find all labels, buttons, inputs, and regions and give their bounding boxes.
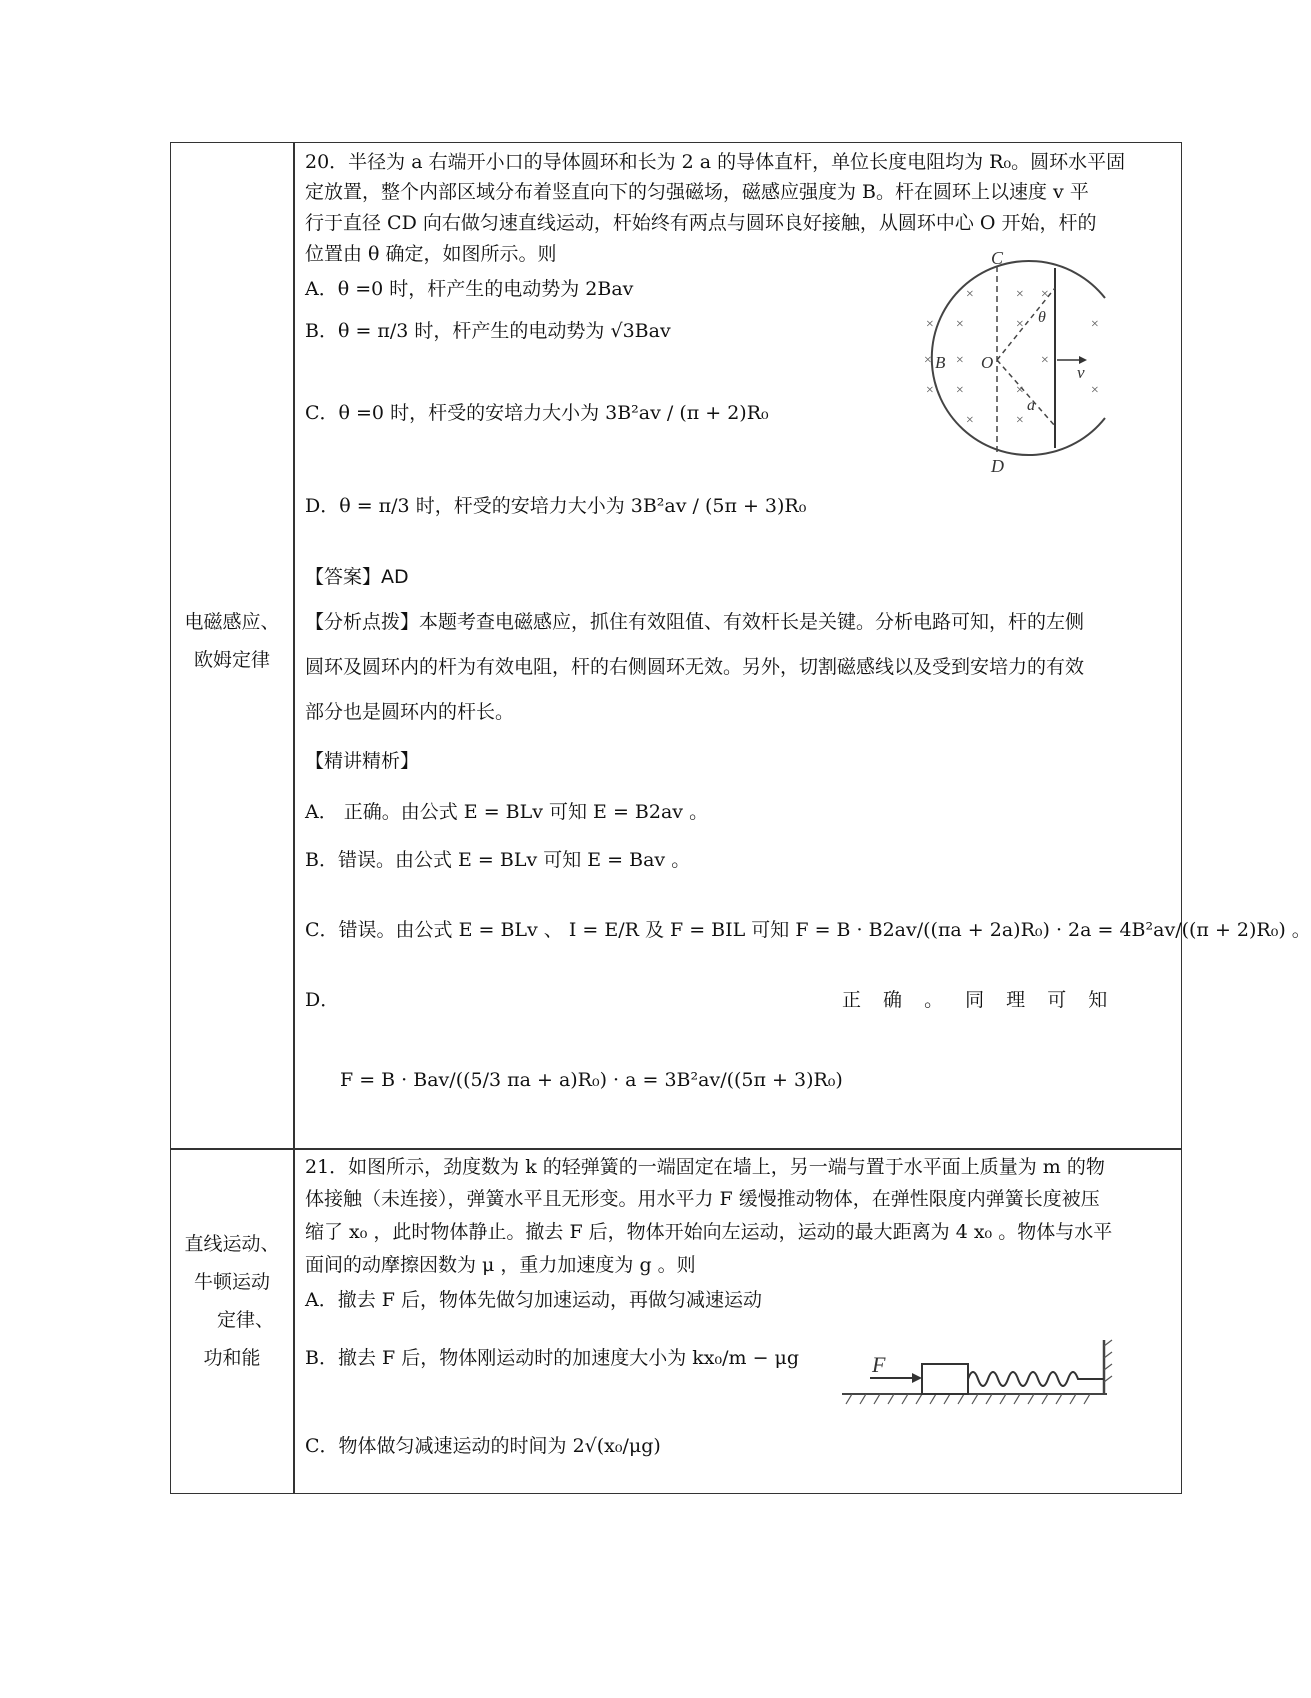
q20-option-c: C．θ =0 时，杆受的安培力大小为 3B²av / (π + 2)R₀ [305,402,769,424]
q20-analysis-line1 [305,609,1084,635]
svg-text:×: × [923,353,933,368]
q21-stem-line3: 缩了 x₀ ，此时物体静止。撤去 F 后，物体开始向左运动，运动的最大距离为 4 x₀ 。物体与水平 [305,1221,1113,1243]
svg-text:×: × [925,383,935,398]
svg-text:×: × [1090,317,1100,332]
q20-analysis-line3: 部分也是圆环内的杆长。 [305,701,515,723]
q20-detail-d-formula: F = B · Bav/((5/3 πa + a)R₀) · a = 3B²av/((5π + 3)R₀) [340,1069,843,1091]
column-divider [293,142,295,1494]
label-f: F [872,1352,886,1377]
q20-stem-line2: 定放置，整个内部区域分布着竖直向下的匀强磁场，磁感应强度为 B。杆在圆环上以速度 v 平 [305,181,1089,203]
svg-text:×: × [925,317,935,332]
q20-analysis-text1: 本题考查电磁感应，抓住有效阻值、有效杆长是关键。分析电路可知，杆的左侧 [419,611,1085,633]
q20-detail-d-tail: 正 确 。 同 理 可 知 [842,989,1108,1011]
category-q21-line2: 牛顿运动 [193,1271,270,1293]
q20-detail-d-head: D． [305,989,340,1011]
category-q21-line4: 功和能 [203,1347,261,1369]
q20-circle-figure [895,248,1145,478]
q20-stem-line3: 行于直径 CD 向右做匀速直线运动，杆始终有两点与圆环良好接触，从圆环中心 O 开始，杆的 [305,212,1097,234]
svg-text:×: × [1090,383,1100,398]
q20-stem-line1: 20．半径为 a 右端开小口的导体圆环和长为 2 a 的导体直杆，单位长度电阻均为 R₀。圆环水平固 [305,151,1126,173]
block [922,1364,968,1394]
radius-lower [997,360,1055,426]
category-q21 [172,1225,292,1377]
row-divider [170,1148,1182,1150]
label-d: D [991,456,1004,476]
svg-text:×: × [1015,287,1025,302]
svg-text:×: × [1040,287,1050,302]
category-q20-line2: 欧姆定律 [193,649,270,671]
q20-detail-c: C．错误。由公式 E = BLv 、 I = E/R 及 F = BIL 可知 F = B · B2av/((πa + 2a)R₀) · 2a = 4B²av/((π + 2)R₀) 。 [305,919,1311,941]
q20-detail-title: 【精讲精析】 [305,750,420,772]
q20-analysis-line2: 圆环及圆环内的杆为有效电阻，杆的右侧圆环无效。另外，切割磁感线以及受到安培力的有效 [305,656,1085,678]
q20-answer: 【答案】AD [305,566,409,588]
q21-stem-line1: 21．如图所示，劲度数为 k 的轻弹簧的一端固定在墙上，另一端与置于水平面上质量为 m 的物 [305,1156,1105,1178]
category-q21-line1: 直线运动、 [184,1233,280,1255]
ground-hatch [846,1394,1090,1404]
q20-option-d: D．θ = π/3 时，杆受的安培力大小为 3B²av / (5π + 3)R₀ [305,495,807,517]
svg-text:×: × [1015,317,1025,332]
q20-analysis-title: 【分析点拨】 [305,611,420,633]
q21-stem-line2: 体接触（未连接），弹簧水平且无形变。用水平力 F 缓慢推动物体，在弹性限度内弹簧长度被压 [305,1188,1100,1210]
svg-text:×: × [965,413,975,428]
q20-option-b: B．θ = π/3 时，杆产生的电动势为 √3Bav [305,320,671,342]
svg-text:×: × [955,383,965,398]
label-theta: θ [1038,309,1046,326]
svg-text:×: × [1015,383,1025,398]
category-q21-line3: 定律、 [216,1309,274,1331]
label-v: v [1077,363,1085,382]
label-o: O [981,353,994,372]
svg-text:×: × [955,317,965,332]
q21-stem-line4: 面间的动摩擦因数为 μ ，重力加速度为 g 。则 [305,1254,696,1276]
svg-text:×: × [955,353,965,368]
spring [968,1372,1104,1386]
svg-text:×: × [965,287,975,302]
category-q20-line1: 电磁感应、 [184,611,280,633]
q21-spring-figure [842,1332,1112,1422]
q20-stem-line4: 位置由 θ 确定，如图所示。则 [305,243,557,265]
label-c: C [991,248,1004,268]
q21-option-b: B．撤去 F 后，物体刚运动时的加速度大小为 kx₀/m − μg [305,1347,800,1369]
q20-detail-a: A． 正确。由公式 E = BLv 可知 E = B2av 。 [305,801,709,823]
q20-option-a: A．θ =0 时，杆产生的电动势为 2Bav [305,278,634,300]
svg-text:×: × [1015,413,1025,428]
label-a: a [1027,397,1035,414]
q20-detail-b: B．错误。由公式 E = BLv 可知 E = Bav 。 [305,849,691,871]
q21-option-a: A．撤去 F 后，物体先做匀加速运动，再做匀减速运动 [305,1289,762,1311]
label-b: B [935,353,946,372]
force-arrowhead [912,1373,922,1383]
category-q20 [172,603,292,679]
svg-text:×: × [1040,353,1050,368]
q21-option-c: C．物体做匀减速运动的时间为 2√(x₀/μg) [305,1435,661,1457]
